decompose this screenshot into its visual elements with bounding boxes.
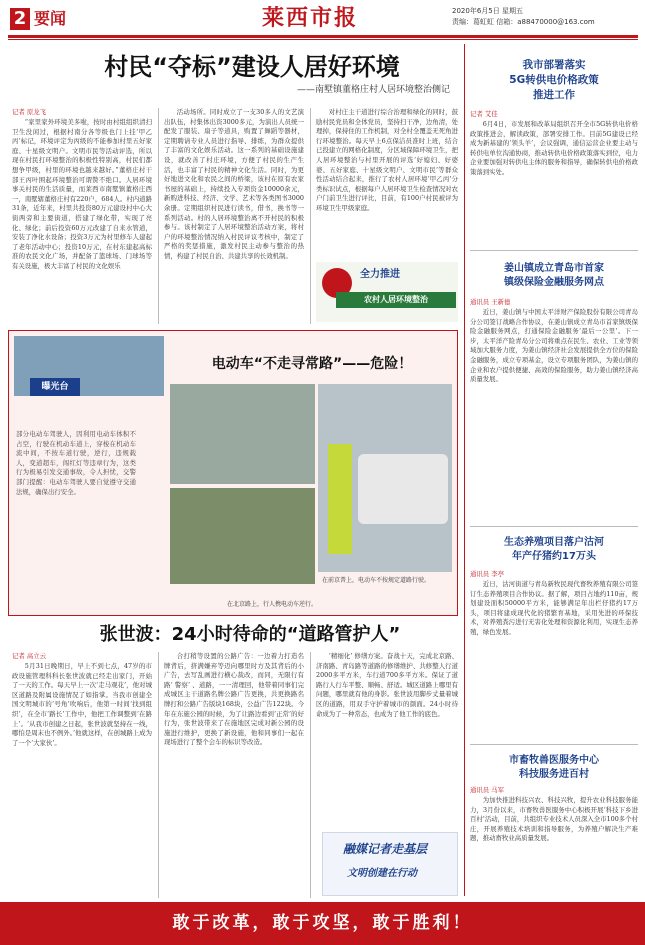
side-1-title-line-1: 我市部署落实	[522, 59, 586, 71]
banner-line-2: 农村人居环境整治	[336, 292, 456, 308]
header-rule-thin	[8, 39, 638, 40]
side-4-byline: 通讯员 马军	[470, 786, 504, 794]
lead-banner	[316, 262, 458, 322]
footer-slogan: 敢于改革，敢于攻坚，敢于胜利！	[0, 902, 645, 945]
side-4-title-line-1: 市畜牧兽医服务中心	[509, 755, 599, 766]
header-rule	[8, 35, 638, 38]
side-article-2-title	[470, 262, 638, 290]
side-3-text: 近日，沽河街道与青岛新牧民现代畜牧养殖有限公司签订生态养殖项目合作协议。据了解，项目占地约110亩，规划建设面积50000平方米，能够满足年出栏仔猪约17万头，项目将建成现代化的猪繁育基地，采用先进的环保技术，对养殖粪污进行无害化处理和资源化利用，实现生态养殖，绿色发展。	[470, 580, 638, 636]
side-divider	[470, 744, 638, 745]
traffic-column-2: 合打稍等设置的公路广告：一边着力打造名牌背后，挤满嫌弃等迈向哪里时方及其背后的小广告，去写乱画进行横心裁改，而同，无限行有路‘ 警察’ 、道路，一一清理回，他带着同事们完成城区主干道路名牌公路广告更换，共更换路名牌打和公路广告版块168块，公益广告122块。今年在东施公园的时候，为了让路边看到‘正常’的好行为，张世波带来了在施地区完成对新公园的设施进行维护，更换了新设施，他和同事们一起在现场进行了整个会车的标识等改造。	[164, 652, 304, 747]
lead-byline: 记者 原龙飞	[12, 108, 46, 116]
side-2-byline: 通讯员 王新德	[470, 298, 511, 306]
side-4-title-line-2: 科技服务进百村	[519, 769, 589, 780]
lead-column-1: “家里家外环境美多啦，按时由村组组织清扫卫生没闲过，根据村南分各等级也门上挂‘甲乙丙’标记，环境评定为丙级的不能参加村里五好家庭、十星级文明户。文明市民等活动评选，所以现在村民打环境整治的积极性特别高，村民们都想争甲级，村里的环境也越来越好。”董格庄村干部王丙叶围起环境整治可谓赞不绝口。人居环境事关村民的生活质量，而莱西市南墅镇董格庄西一，南墅辖董格庄村有220户，684人。村内道路31条，近年来，村里共投资80万元建设村中心大街两旁和主要街道，搭建了绿化带，实现了亮化、绿化；前后投资60万元改建了自来水管道，安装了净化水设备；投资3万元为村里修车人建起了老年活动中心；投资10万元，在村东建起高标准的农民文化广场，并配备了篮球场、门球场等有关设施，极大丰富了村民的文化娱乐	[12, 118, 152, 270]
column-divider	[158, 108, 159, 324]
lead-column-2: 活动场所。同时成立了一支30多人的文艺演出队伍，村集体出资3000多元，为演出人员统一配发了服装、扇子等道具，购置了舞蹈等器材，定期聘请专业人员进行指导、排练，为群众提供了丰富的文化娱乐活动。这一系列的基础设施建设，就改善了村庄环境，方便了村民的生产生活，也丰富了村民的精神文化生活。同时，为更好地进文化和农民之间的桥梁，该村在原有农家书屋的基础上，持续投入专项资金10000余元，新购进科技、经济、文学、艺术等各类图书3000余册。定期组织村民进行读书，借书，换书等一系列活动。村的人居环境整治离不开村民的积极参与。该村制定了人居环境整治活动方案，将村户的环境整治情况纳入村民评议考核中，制定了严格的奖惩措施，激发村民主动参与整治的热情，构建了村民自治、共建共享的长效机制。	[164, 108, 304, 260]
side-divider	[470, 526, 638, 527]
side-article-1-title	[470, 58, 638, 103]
banner-line-1: 全力推进	[360, 269, 400, 280]
editor-info: 责编：葛虹虹 信箱：a88470000@163.com	[452, 18, 595, 26]
traffic-column-1: 5月31日晚期日，早上不到七点，47岁的市政设施管理科科长张世波就已经走出家门，开始了一天的工作。每天早上一次‘走马观花’，他对城区道路及附属设施情况了如指掌。当我市创建全国文明城市的‘号角’吹响后，他第一时间‘找到组织’，在全市‘路长’工作中，他把工作调整到‘在路上’。‘从我市创建之日起，张世波就坚持在一线，哪怕是周末也不例外。’他就这样，在创城路上成为了一个‘大家伙’。	[12, 662, 152, 747]
lead-subtitle: ——南墅镇董格庄村人居环境整治侧记	[296, 85, 450, 95]
police-figure-icon	[328, 444, 352, 554]
side-3-title-line-1: 生态养殖项目落户沽河	[504, 537, 604, 548]
lead-title: 村民“夺标”建设人居好环境	[104, 53, 400, 81]
exposure-tag: 曝光台	[30, 378, 80, 396]
sidebar-divider	[464, 44, 465, 896]
side-divider	[470, 250, 638, 251]
column-divider	[310, 652, 311, 898]
feature-caption-right: 在前京普上，电动车不按规定道路行驶。	[322, 577, 431, 584]
column-divider	[158, 652, 159, 898]
page-number: 2	[10, 8, 30, 30]
side-1-title-line-3: 推进工作	[533, 89, 575, 101]
feature-caption-left: 部分电动车驾驶人，因利用电动车体积不占空，行驶在机动车道上，穿梭在机动车流中间，不按车道行驶，逆行，违规载人，变道超车，闯红灯等违章行为，这类行为极易引发交通事故，令人担忧，交警部门提醒：电动车驾驶人要自觉遵守交通法规，确保出行安全。	[16, 430, 136, 496]
section-name: 要闻	[34, 9, 67, 28]
side-1-title-line-2: 5G转供电价格政策	[509, 74, 599, 86]
traffic-byline: 记者 高立云	[12, 652, 46, 660]
side-2-text: 近日，姜山镇与中国太平洋财产保险股份有限公司青岛分公司签订战略合作协议，在姜山镇成立青岛市首家镇级保险金融服务网点，打通保险金融服务‘最后一公里’。下一步，太平洋产险青岛分公司将重点在民生、农业、工业等领域加大服务力度，为姜山镇经济社会发展提供全方位的保险金融服务，成立专项基金，设立专项服务团队，为姜山镇的企业和农户提供便捷、高效的保险服务，助力姜山镇经济高质量发展。	[470, 308, 638, 384]
traffic-banner	[322, 832, 458, 896]
side-3-byline: 通讯员 李亭	[470, 570, 504, 578]
lead-column-3: 对村庄主干道进行综合治理和绿化的同时，鼓励村民党员和全体党员，坚持扫干净，边角清，处理掉，保持住的工作机制，对全村全覆盖无死角进行环境整治。每天早上6点保洁员准时上班，结合已投建立的网格化制度，分区域保障环境卫生，把人居环境整治与村里开展的评选‘好媳妇、好婆婆、五好家庭、十星级文明户、文明市民’等群众性活动结合起来，推行了农村人居环境‘甲乙丙’分类标识试点，根据每户人居环境卫生检查情况对农户门前卫生进行评比，目前，有100户村民被评为环境卫生甲级家庭。	[316, 108, 458, 212]
side-2-title-line-2: 镇级保险金融服务网点	[504, 277, 604, 288]
side-article-3-title	[470, 536, 638, 564]
issue-date: 2020年6月5日 星期五	[452, 7, 523, 15]
traffic-column-3: ‘精细化’ 修缮方案。奋战十天，完成北京路、济南路、青岛路等道路的修缮维护、共修整人行道2000多平方米，车行道700多平方米。保证了道路行人行车平整、顺畅、舒适。城区道路上哪里有问题，哪里就有他的身影。张世波用脚步丈量着城区的道路，用双手守护着城市的颜面。24小时待命成为了一种常态，也成为了他工作的底色。	[316, 652, 458, 718]
feature-caption-bottom: 在北京路上，行人携电动车逆行。	[226, 601, 317, 608]
car-shape-icon	[358, 454, 448, 524]
side-4-text: 为加快推进科技兴农、科技兴牧，提升农业科技服务能力，3月份以来，市畜牧兽医服务中心积极开展‘科技下乡进百村’活动，目前，共组织专业技术人员深入全市100多个村庄，开展养殖技术培训和指导服务，为养殖户解决生产难题，推动畜牧业高质量发展。	[470, 796, 638, 843]
traffic-banner-line-1: 融媒记者走基层	[343, 842, 428, 856]
photo-electric-bike-1	[170, 384, 315, 484]
photo-police-road	[318, 384, 452, 572]
column-divider	[310, 108, 311, 324]
photo-electric-bike-2	[170, 488, 315, 584]
side-2-title-line-1: 姜山镇成立青岛市首家	[504, 263, 604, 274]
side-3-title-line-2: 年产仔猪约17万头	[512, 551, 596, 562]
traffic-banner-line-2: 文明创建在行动	[347, 868, 417, 879]
side-article-4-title	[470, 754, 638, 782]
traffic-title: 张世波：24小时待命的“道路管护人”	[99, 624, 401, 645]
side-1-byline: 记者 艾佳	[470, 110, 498, 118]
masthead: 莱西市报	[262, 5, 359, 31]
feature-title: 电动车“不走寻常路”——危险！	[211, 356, 413, 372]
side-1-text: 6月4日，市发展和改革局组织召开全市5G转供电价格政策推进会，解读政策，部署安排工作。目前5G建设已经成为新基建的‘领头羊’，会议强调，通信运营企业要主动与转供电单位沟通协商，推动转供电价格政策落实到位，电力企业要加强对转供电主体的服务和指导，确保转供电价格政策落到实处。	[470, 120, 638, 176]
